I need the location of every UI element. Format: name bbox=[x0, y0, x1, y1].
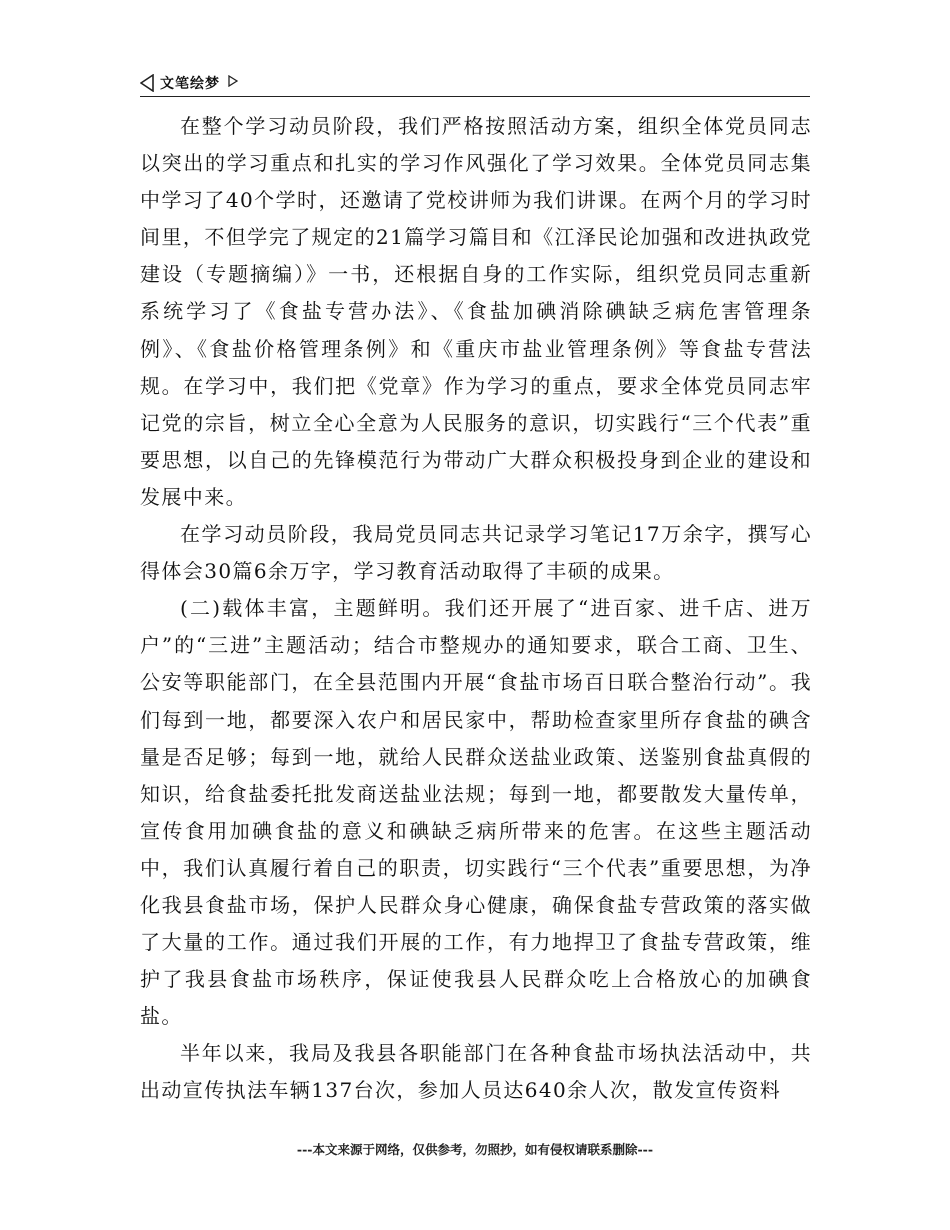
paragraph-study-results: 在学习动员阶段，我局党员同志共记录学习笔记17万余字，撰写心得体会30篇6余万字，学习教育活动取得了丰硕的成果。 bbox=[140, 522, 812, 584]
paragraph-half-year-summary: 半年以来，我局及我县各职能部门在各种食盐市场执法活动中，共出动宣传执法车辆137台次，参加人员达640余人次，散发宣传资料 bbox=[140, 1041, 812, 1103]
page-header bbox=[140, 72, 810, 97]
triangle-right-icon bbox=[228, 75, 238, 87]
document-body bbox=[140, 108, 812, 1110]
footer-disclaimer: ---本文来源于网络，仅供参考，勿照抄，如有侵权请联系删除--- bbox=[296, 1142, 654, 1157]
paragraph-study-mobilization: 在整个学习动员阶段，我们严格按照活动方案，组织全体党员同志以突出的学习重点和扎实的学习作风强化了学习效果。全体党员同志集中学习了40个学时，还邀请了党校讲师为我们讲课。在两个月的学习时间里，不但学完了规定的21篇学习篇目和《江泽民论加强和改进执政党建设（专题摘编）》一书，还根据自身的工作实际，组织党员同志重新系统学习了《食盐专营办法》、《食盐加碘消除碘缺乏病危害管理条例》、《食盐价格管理条例》和《重庆市盐业管理条例》等食盐专营法规。在学习中，我们把《党章》作为学习的重点，要求全体党员同志牢记党的宗旨，树立全心全意为人民服务的意识，切实践行“三个代表”重要思想，以自己的先锋模范行为带动广大群众积极投身到企业的建设和发展中来。 bbox=[140, 114, 812, 509]
triangle-left-icon bbox=[140, 74, 154, 92]
brand-name: 文笔绘梦 bbox=[160, 76, 220, 92]
paragraph-themed-activities: (二)载体丰富，主题鲜明。我们还开展了“进百家、进千店、进万户”的“三进”主题活动；结合市整规办的通知要求，联合工商、卫生、公安等职能部门，在全县范围内开展“食盐市场百日联合整治行动”。我们每到一地，都要深入农户和居民家中，帮助检查家里所存食盐的碘含量是否足够；每到一地，就给人民群众送盐业政策、送鉴别食盐真假的知识，给食盐委托批发商送盐业法规；每到一地，都要散发大量传单，宣传食用加碘食盐的意义和碘缺乏病所带来的危害。在这些主题活动中，我们认真履行着自己的职责，切实践行“三个代表”重要思想，为净化我县食盐市场，保护人民群众身心健康，确保食盐专营政策的落实做了大量的工作。通过我们开展的工作，有力地捍卫了食盐专营政策，维护了我县食盐市场秩序，保证使我县人民群众吃上合格放心的加碘食盐。 bbox=[140, 596, 812, 1029]
